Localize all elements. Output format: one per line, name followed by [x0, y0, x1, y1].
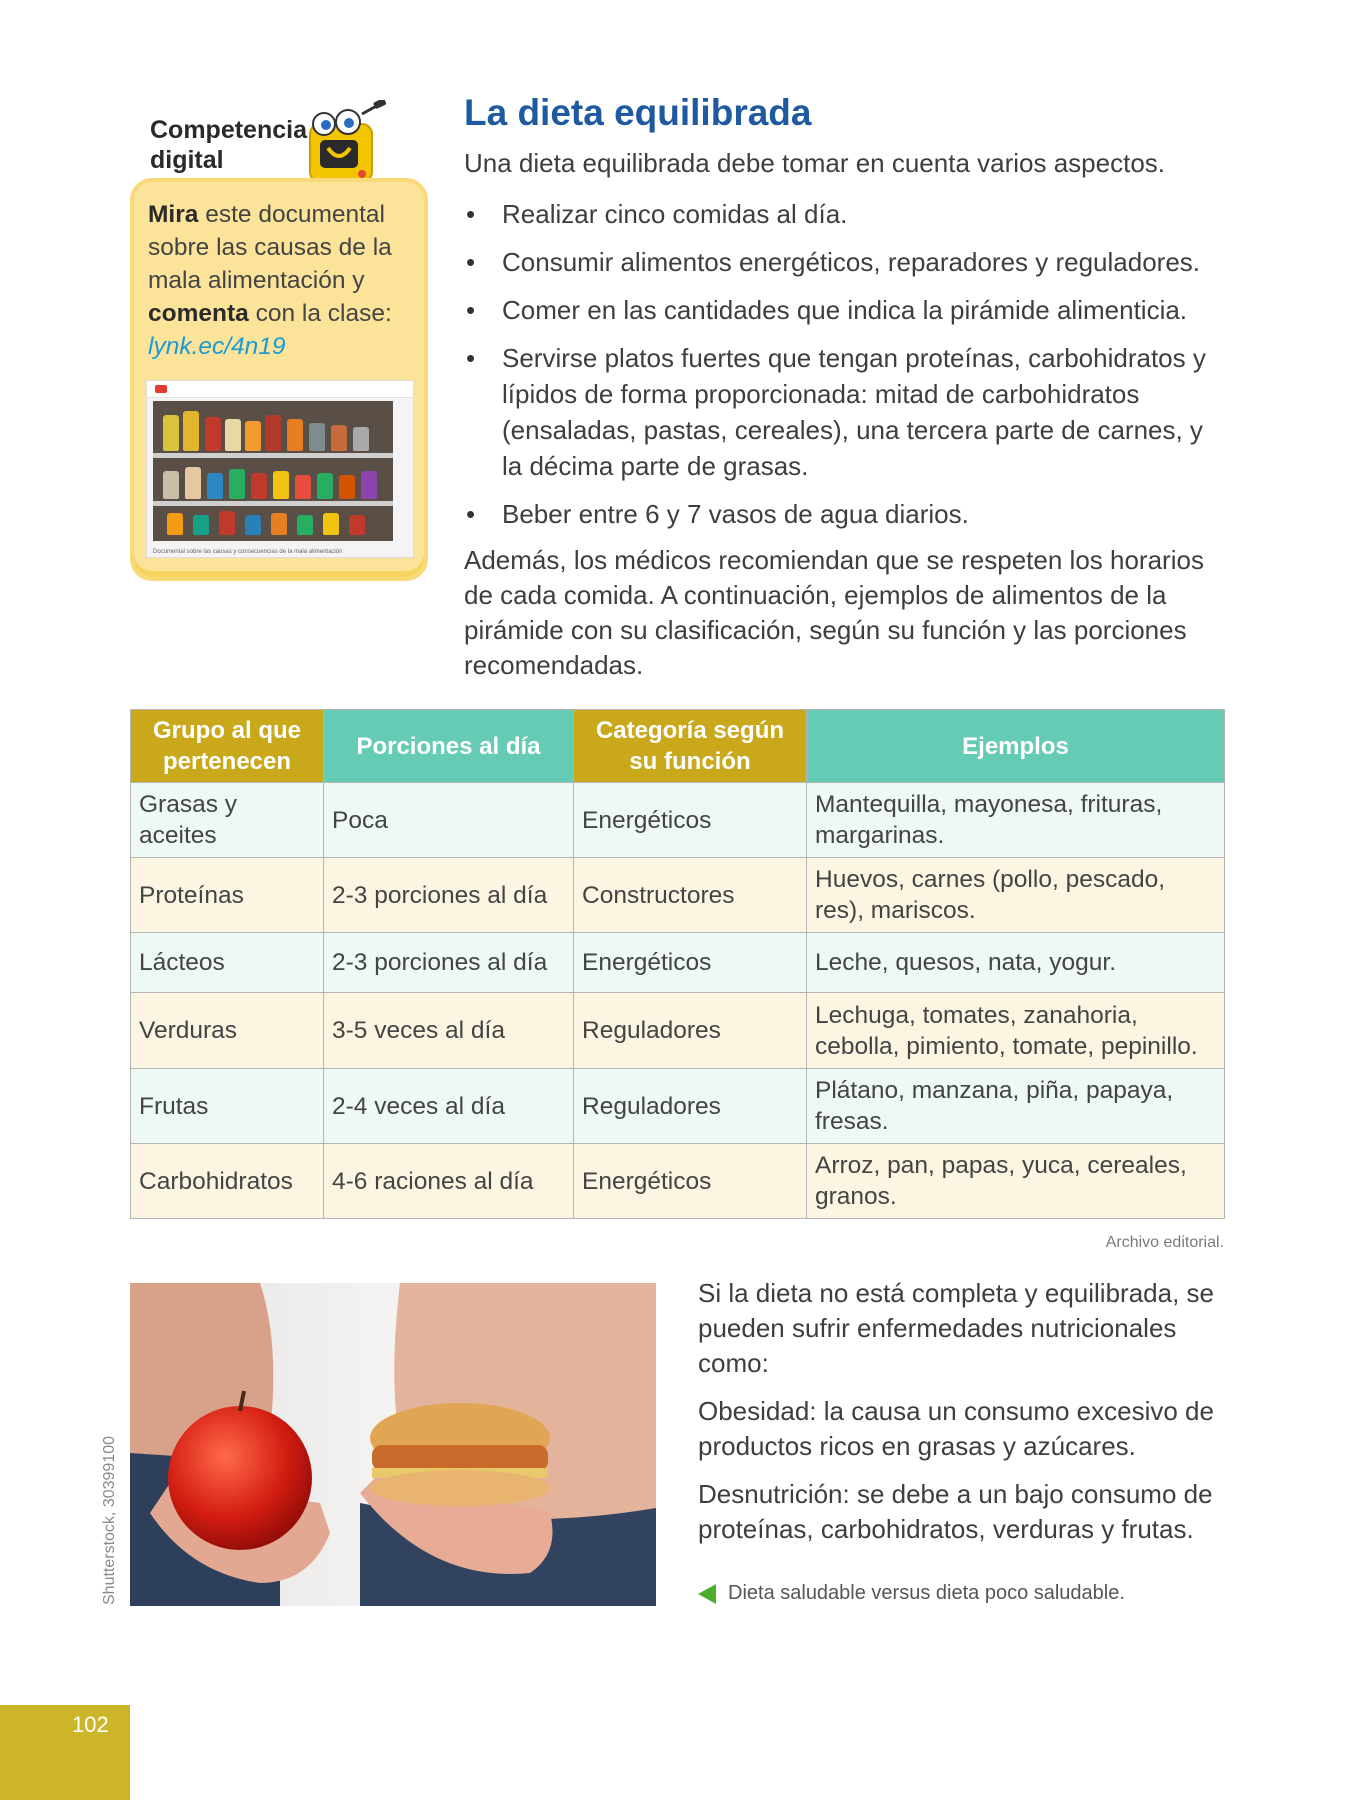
- list-item: • Servirse platos fuertes que tengan proteínas, carbohidratos y lípidos de forma proporcionada: mitad de carbohidratos (ensaladas, pastas, cereales), una tercera parte de carnes, y la décima parte de grasas.: [464, 340, 1224, 484]
- list-item: • Consumir alimentos energéticos, reparadores y reguladores.: [464, 244, 1224, 280]
- photo-credit: Shutterstock, 30399100: [101, 1435, 118, 1605]
- video-thumbnail[interactable]: [146, 380, 414, 558]
- table-cell: Lechuga, tomates, zanahoria, cebolla, pimiento, tomate, pepinillo.: [807, 993, 1225, 1069]
- digital-competence-text: [148, 198, 416, 363]
- recommendation-paragraph: Además, los médicos recomiendan que se respeten los horarios de cada comida. A continuación, ejemplos de alimentos de la pirámide con su clasificación, según su función y las porciones recomendadas.: [464, 545, 1204, 680]
- nutrition-diseases-text: [698, 1276, 1228, 1560]
- malnutrition-text: Desnutrición: se debe a un bajo consumo de proteínas, carbohidratos, verduras y frutas.: [698, 1479, 1213, 1544]
- table-cell: Huevos, carnes (pollo, pescado, res), mariscos.: [807, 858, 1225, 933]
- page-number: 102: [72, 1712, 109, 1737]
- table-row: [131, 783, 1225, 858]
- list-item: • Realizar cinco comidas al día.: [464, 196, 1224, 232]
- table-cell: Energéticos: [574, 1144, 807, 1219]
- intro-text: Una dieta equilibrada debe tomar en cuenta varios aspectos.: [464, 148, 1165, 178]
- table-cell: Poca: [324, 783, 574, 858]
- header-examples: Ejemplos: [807, 710, 1225, 783]
- caption-arrow-icon: [698, 1584, 716, 1604]
- table-cell: 3-5 veces al día: [324, 993, 574, 1069]
- table-cell: Grasas y aceites: [131, 783, 324, 858]
- video-player-bar: [147, 381, 413, 398]
- table-cell: Verduras: [131, 993, 324, 1069]
- table-cell: Mantequilla, mayonesa, frituras, margarinas.: [807, 783, 1225, 858]
- table-row: [131, 1069, 1225, 1144]
- food-groups-table: [130, 709, 1225, 1219]
- table-cell: Lácteos: [131, 933, 324, 993]
- table-cell: Arroz, pan, papas, yuca, cereales, granos.: [807, 1144, 1225, 1219]
- documentary-link[interactable]: lynk.ec/4n19: [148, 333, 286, 360]
- table-cell: Leche, quesos, nata, yogur.: [807, 933, 1225, 993]
- table-cell: Constructores: [574, 858, 807, 933]
- table-cell: Reguladores: [574, 993, 807, 1069]
- table-cell: 2-3 porciones al día: [324, 858, 574, 933]
- competence-text-part1: este documental sobre las causas de la mala alimentación y: [148, 201, 392, 294]
- diseases-intro: Si la dieta no está completa y equilibrada, se pueden sufrir enfermedades nutricionales como:: [698, 1278, 1214, 1378]
- play-logo-icon: [155, 385, 167, 393]
- table-credit: Archivo editorial.: [1105, 1234, 1224, 1251]
- pantry-shelves-image: [153, 401, 393, 541]
- diet-aspects-list: [464, 196, 1224, 544]
- table-cell: Proteínas: [131, 858, 324, 933]
- comenta-bold: comenta: [148, 300, 249, 327]
- table-cell: Carbohidratos: [131, 1144, 324, 1219]
- digital-competence-title-line1: Competencia: [150, 116, 307, 144]
- header-group: Grupo al que pertenecen: [131, 710, 324, 783]
- page-title: La dieta equilibrada: [464, 92, 812, 133]
- list-item: • Beber entre 6 y 7 vasos de agua diarios.: [464, 496, 1224, 532]
- page-number-tab: [0, 1705, 130, 1800]
- table-row: [131, 933, 1225, 993]
- digital-competence-title-line2: digital: [150, 146, 224, 174]
- table-header-row: [131, 710, 1225, 783]
- apple-vs-burger-photo: [130, 1283, 656, 1606]
- mira-bold: Mira: [148, 201, 199, 228]
- photo-caption-text: Dieta saludable versus dieta poco saludable.: [728, 1582, 1125, 1604]
- table-cell: Reguladores: [574, 1069, 807, 1144]
- table-row: [131, 1144, 1225, 1219]
- header-category: Categoría según su función: [574, 710, 807, 783]
- digital-competence-box: [130, 178, 428, 581]
- photo-caption: [698, 1582, 1125, 1605]
- table-cell: Plátano, manzana, piña, papaya, fresas.: [807, 1069, 1225, 1144]
- table-cell: Energéticos: [574, 783, 807, 858]
- table-cell: 2-4 veces al día: [324, 1069, 574, 1144]
- table-cell: Energéticos: [574, 933, 807, 993]
- table-cell: 2-3 porciones al día: [324, 933, 574, 993]
- list-item: • Comer en las cantidades que indica la pirámide alimenticia.: [464, 292, 1224, 328]
- video-caption: Documental sobre las causas y consecuencias de la mala alimentación: [153, 549, 343, 555]
- header-portions: Porciones al día: [324, 710, 574, 783]
- table-cell: 4-6 raciones al día: [324, 1144, 574, 1219]
- obesity-text: Obesidad: la causa un consumo excesivo de productos ricos en grasas y azúcares.: [698, 1396, 1214, 1461]
- competence-text-part2: con la clase:: [248, 300, 392, 327]
- table-cell: Frutas: [131, 1069, 324, 1144]
- digital-competence-heading: [150, 115, 307, 175]
- table-row: [131, 858, 1225, 933]
- table-row: [131, 993, 1225, 1069]
